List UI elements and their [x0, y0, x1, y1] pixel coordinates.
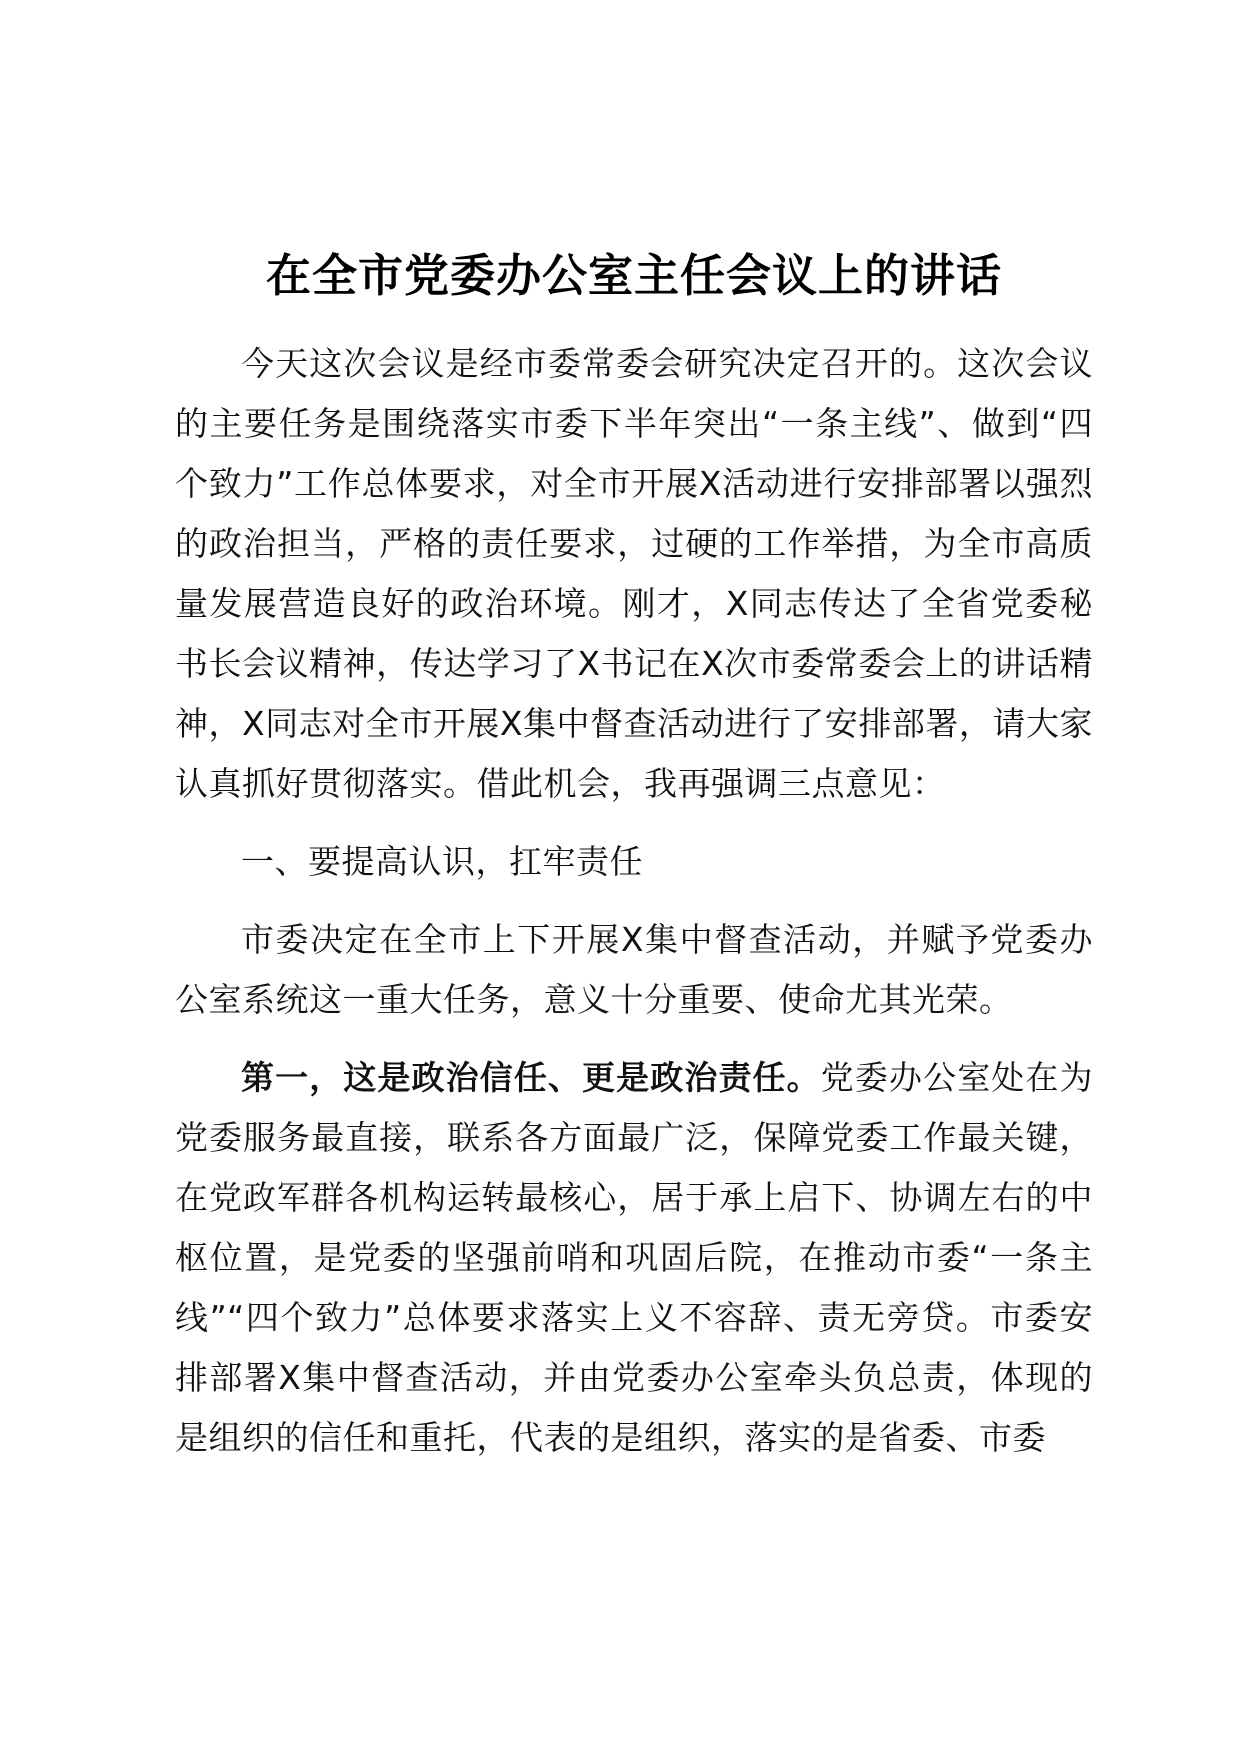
document-title: 在全市党委办公室主任会议上的讲话	[265, 249, 1002, 302]
document-page	[175, 246, 1093, 1468]
intro-paragraph: 今天这次会议是经市委常委会研究决定召开的。这次会议的主要任务是围绕落实市委下半年突出“一条主线”、做到“四个致力”工作总体要求，对全市开展X活动进行安排部署以强烈的政治担当，严格的责任要求，过硬的工作举措，为全市高质量发展营造良好的政治环境。刚才，X同志传达了全省党委秘书长会议精神，传达学习了X书记在X次市委常委会上的讲话精神，X同志对全市开展X集中督查活动进行了安排部署，请大家认真抓好贯彻落实。借此机会，我再强调三点意见：	[175, 344, 1093, 803]
section-paragraph: 市委决定在全市上下开展X集中督查活动，并赋予党委办公室系统这一重大任务，意义十分重要、使命尤其光荣。	[175, 920, 1093, 1019]
section-heading: 一、要提高认识，扛牢责任	[241, 842, 643, 881]
point-one-lead: 第一，这是政治信任、更是政治责任。	[241, 1058, 821, 1097]
point-one-paragraph	[175, 1048, 1093, 1468]
point-one-body: 党委办公室处在为党委服务最直接，联系各方面最广泛，保障党委工作最关键，在党政军群各机构运转最核心，居于承上启下、协调左右的中枢位置，是党委的坚强前哨和巩固后院，在推动市委“一条主线”“四个致力”总体要求落实上义不容辞、责无旁贷。市委安排部署X集中督查活动，并由党委办公室牵头负总责，体现的是组织的信任和重托，代表的是组织，落实的是省委、市委	[175, 1058, 1094, 1457]
